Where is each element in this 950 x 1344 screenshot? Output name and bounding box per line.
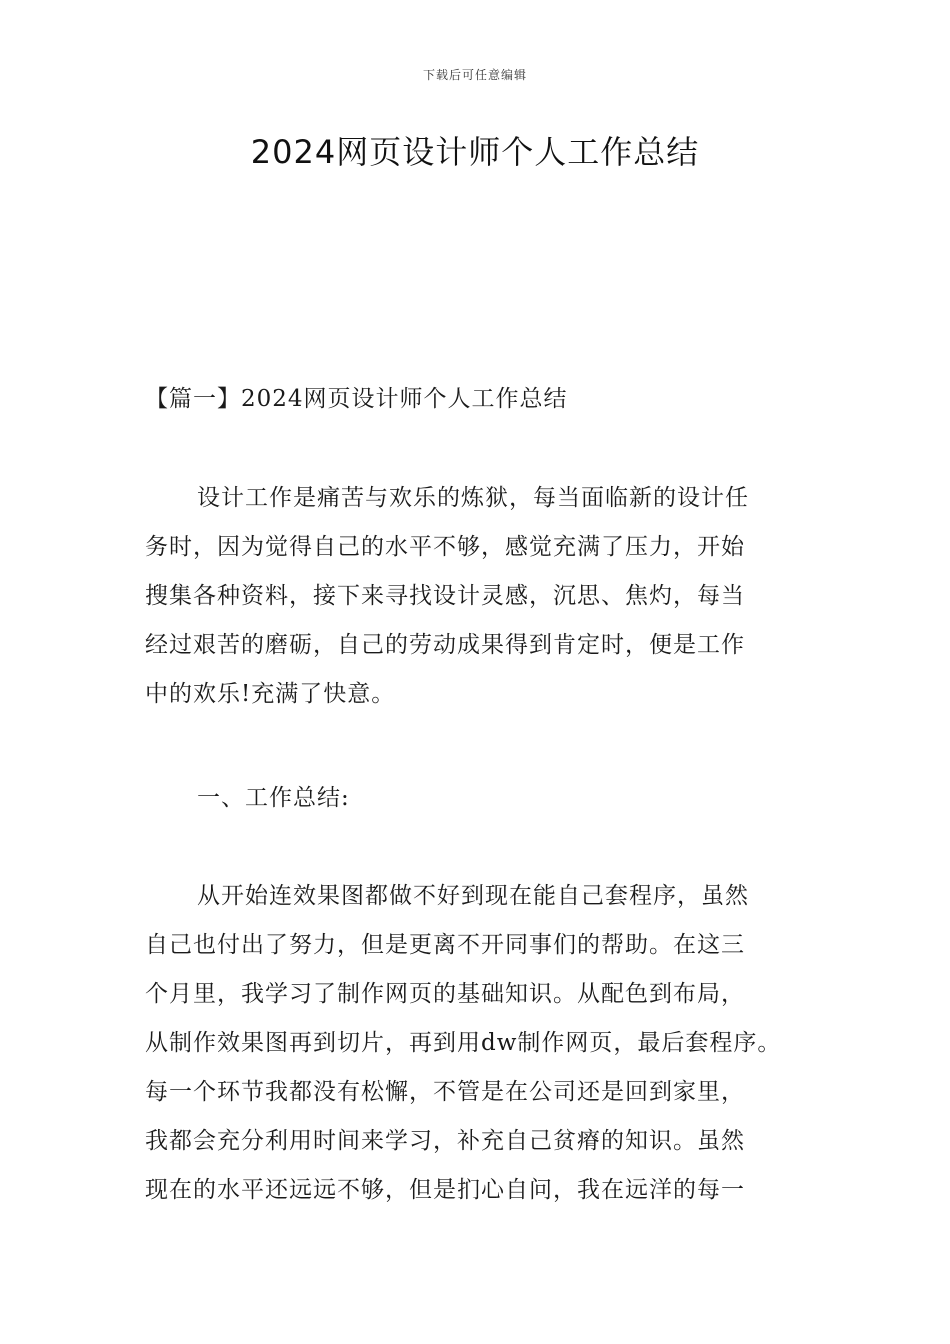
document-title: 2024网页设计师个人工作总结 — [250, 133, 700, 171]
paragraph-line: 设计工作是痛苦与欢乐的炼狱，每当面临新的设计任 — [197, 485, 749, 511]
summary-paragraph — [145, 872, 825, 1215]
paragraph-line: 从制作效果图再到切片，再到用dw制作网页，最后套程序。 — [145, 1030, 782, 1056]
paragraph-line: 现在的水平还远远不够，但是扪心自问，我在远洋的每一 — [145, 1177, 745, 1203]
paragraph-line: 从开始连效果图都做不好到现在能自己套程序，虽然 — [197, 883, 749, 909]
paragraph-line: 搜集各种资料，接下来寻找设计灵感，沉思、焦灼，每当 — [145, 583, 745, 609]
paragraph-line: 经过艰苦的磨砺，自己的劳动成果得到肯定时，便是工作 — [145, 632, 745, 658]
header-note: 下载后可任意编辑 — [422, 68, 527, 82]
paragraph-line: 务时，因为觉得自己的水平不够，感觉充满了压力，开始 — [145, 534, 745, 560]
sub-heading-text: 一、工作总结: — [197, 785, 350, 811]
paragraph-line: 自己也付出了努力，但是更离不开同事们的帮助。在这三 — [145, 932, 745, 958]
intro-paragraph — [145, 474, 825, 719]
paragraph-line: 个月里，我学习了制作网页的基础知识。从配色到布局， — [145, 981, 745, 1007]
paragraph-line: 每一个环节我都没有松懈，不管是在公司还是回到家里， — [145, 1079, 745, 1105]
section-heading: 【篇一】2024网页设计师个人工作总结 — [145, 386, 568, 412]
paragraph-line: 中的欢乐!充满了快意。 — [145, 681, 396, 707]
paragraph-line: 我都会充分利用时间来学习，补充自己贫瘠的知识。虽然 — [145, 1128, 745, 1154]
sub-heading — [145, 774, 825, 823]
